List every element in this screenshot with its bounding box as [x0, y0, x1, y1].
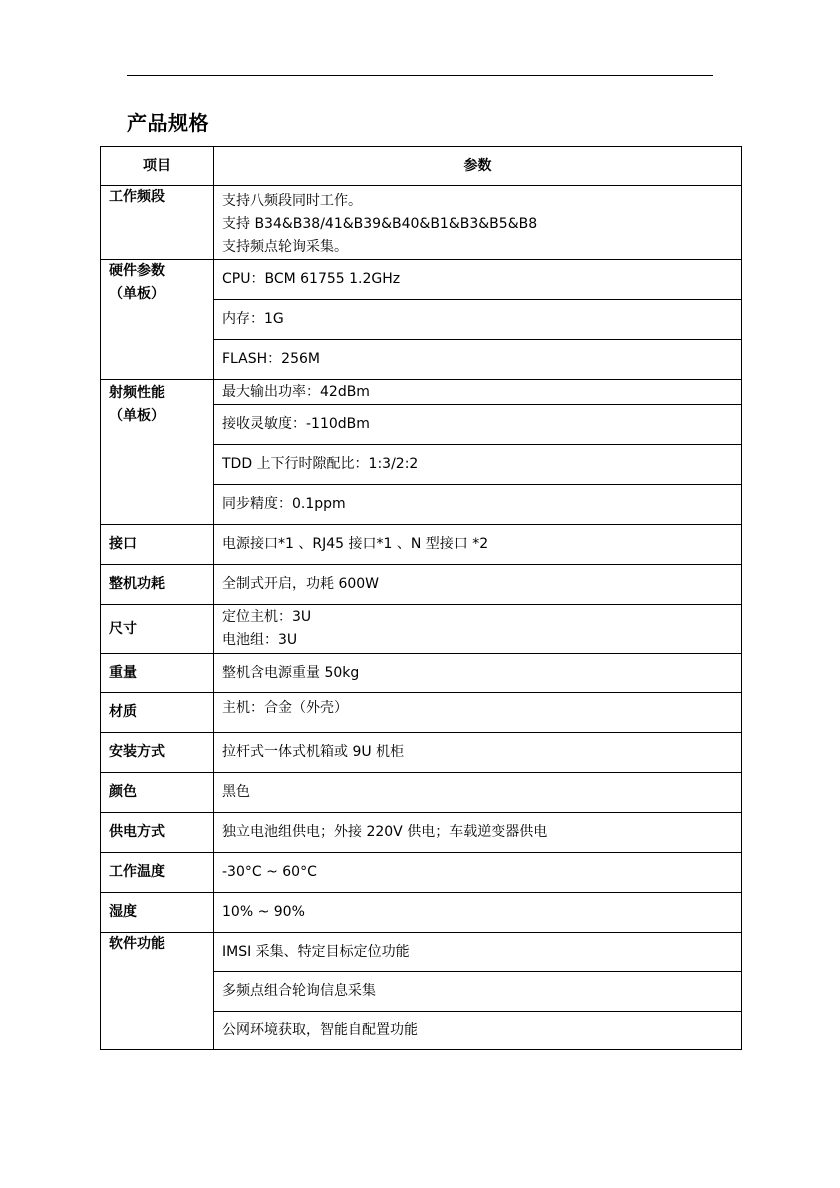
table-row — [101, 693, 742, 733]
row-value-power-supply: 独立电池组供电；外接 220V 供电；车载逆变器供电 — [214, 813, 742, 853]
header-param: 参数 — [214, 147, 742, 186]
rf-sensitivity: 接收灵敏度：-110dBm — [214, 405, 742, 445]
table-row — [101, 933, 742, 972]
row-value-size — [214, 605, 742, 654]
table-row — [101, 260, 742, 300]
top-rule — [127, 75, 713, 76]
row-label-power-consumption: 整机功耗 — [101, 565, 214, 605]
header-item: 项目 — [101, 147, 214, 186]
row-value-material: 主机：合金（外壳） — [214, 693, 742, 733]
row-label-power-supply: 供电方式 — [101, 813, 214, 853]
software-imsi: IMSI 采集、特定目标定位功能 — [214, 933, 742, 972]
row-value-power-consumption: 全制式开启，功耗 600W — [214, 565, 742, 605]
row-value-humidity: 10% ~ 90% — [214, 893, 742, 933]
table-row — [101, 605, 742, 654]
table-row — [101, 186, 742, 260]
table-header-row — [101, 147, 742, 186]
row-label-size: 尺寸 — [101, 605, 214, 654]
table-row — [101, 565, 742, 605]
rf-sync-precision: 同步精度：0.1ppm — [214, 485, 742, 525]
band-line-1: 支持八频段同时工作。 — [222, 193, 362, 209]
row-label-hardware: 硬件参数 （单板） — [101, 260, 214, 380]
row-label-band: 工作频段 — [101, 186, 214, 260]
spec-table — [100, 146, 742, 1050]
band-line-2: 支持 B34&B38/41&B39&B40&B1&B3&B5&B8 — [222, 216, 538, 232]
row-label-rf: 射频性能 （单板） — [101, 380, 214, 525]
hardware-cpu: CPU：BCM 61755 1.2GHz — [214, 260, 742, 300]
band-line-3: 支持频点轮询采集。 — [222, 239, 348, 255]
table-row — [101, 380, 742, 405]
rf-tdd-ratio: TDD 上下行时隙配比：1:3/2:2 — [214, 445, 742, 485]
table-row — [101, 654, 742, 693]
row-label-weight: 重量 — [101, 654, 214, 693]
hardware-memory: 内存：1G — [214, 300, 742, 340]
table-row — [101, 773, 742, 813]
size-line-2: 电池组：3U — [222, 632, 298, 648]
software-auto-config: 公网环境获取，智能自配置功能 — [214, 1012, 742, 1050]
row-label-material: 材质 — [101, 693, 214, 733]
section-title: 产品规格 — [127, 111, 209, 135]
row-value-temperature: -30°C ~ 60°C — [214, 853, 742, 893]
row-label-color: 颜色 — [101, 773, 214, 813]
row-value-color: 黑色 — [214, 773, 742, 813]
rf-max-power: 最大输出功率：42dBm — [214, 380, 742, 405]
table-row — [101, 893, 742, 933]
row-label-temperature: 工作温度 — [101, 853, 214, 893]
row-label-humidity: 湿度 — [101, 893, 214, 933]
row-value-weight: 整机含电源重量 50kg — [214, 654, 742, 693]
table-row — [101, 525, 742, 565]
table-row — [101, 733, 742, 773]
row-value-install: 拉杆式一体式机箱或 9U 机柜 — [214, 733, 742, 773]
row-label-interface: 接口 — [101, 525, 214, 565]
row-label-install: 安装方式 — [101, 733, 214, 773]
table-row — [101, 813, 742, 853]
table-row — [101, 853, 742, 893]
size-line-1: 定位主机：3U — [222, 609, 312, 625]
software-polling: 多频点组合轮询信息采集 — [214, 972, 742, 1012]
row-label-software: 软件功能 — [101, 933, 214, 1050]
row-value-interface: 电源接口*1 、RJ45 接口*1 、N 型接口 *2 — [214, 525, 742, 565]
hardware-flash: FLASH：256M — [214, 340, 742, 380]
row-value-band — [214, 186, 742, 260]
